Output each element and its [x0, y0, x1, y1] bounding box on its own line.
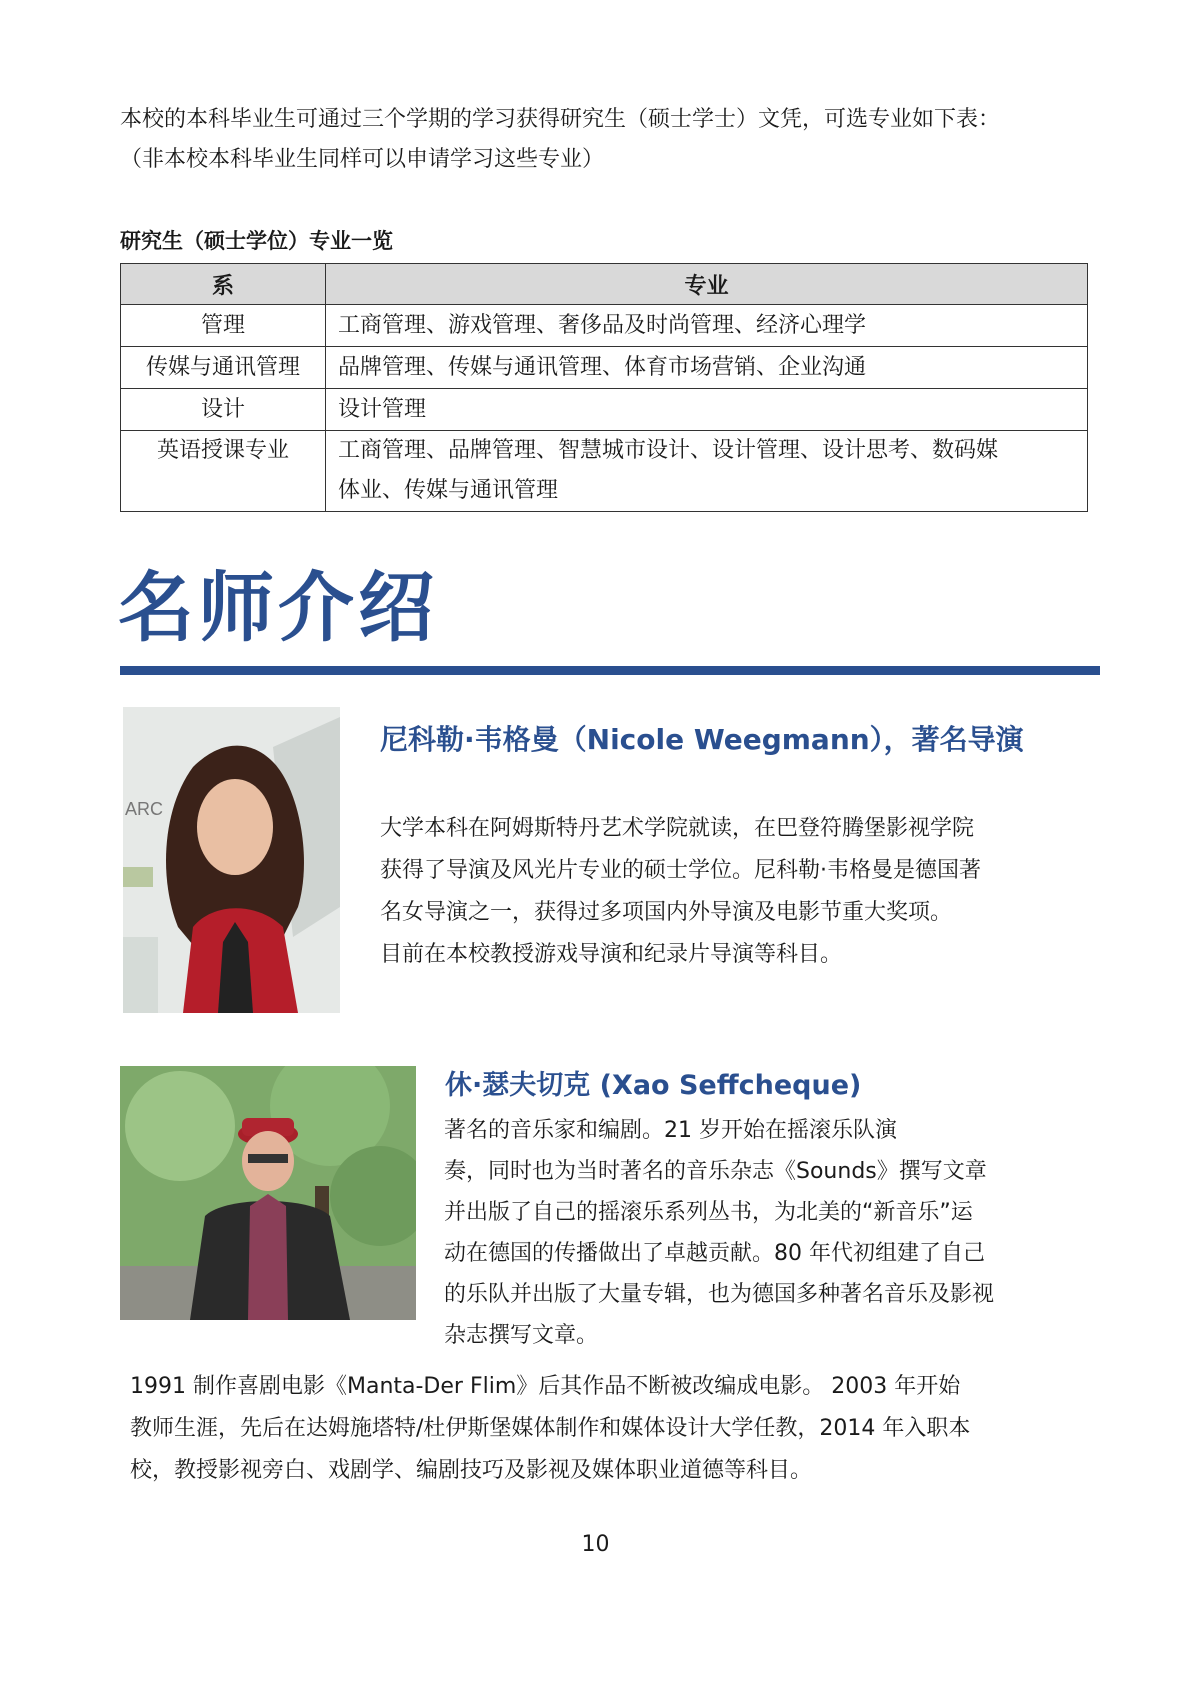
section-title: 名师介绍 [118, 563, 438, 652]
bio-line: 教师生涯，先后在达姆施塔特/杜伊斯堡媒体制作和媒体设计大学任教，2014 年入职本 [130, 1416, 971, 1441]
teacher-photo-xao [120, 1066, 416, 1320]
majors-cell: 工商管理、游戏管理、奢侈品及时尚管理、经济心理学 [326, 305, 1088, 347]
section-divider [120, 666, 1100, 675]
dept-cell: 设计 [121, 389, 326, 431]
majors-cell: 设计管理 [326, 389, 1088, 431]
teacher-name-xao: 休·瑟夫切克 (Xao Seffcheque) [445, 1070, 862, 1101]
header-dept: 系 [121, 264, 326, 305]
bio-line: 动在德国的传播做出了卓越贡献。80 年代初组建了自己 [444, 1241, 985, 1266]
intro-text [120, 100, 1000, 180]
bio-line: 校，教授影视旁白、戏剧学、编剧技巧及影视及媒体职业道德等科目。 [130, 1458, 813, 1483]
bio-line: 奏，同时也为当时著名的音乐杂志《Sounds》撰写文章 [444, 1159, 987, 1184]
bio-line: 著名的音乐家和编剧。21 岁开始在摇滚乐队演 [444, 1118, 897, 1143]
table-row [121, 389, 1088, 431]
teacher-bio-xao-continued [130, 1366, 970, 1492]
bio-line: 目前在本校教授游戏导演和纪录片导演等科目。 [380, 942, 843, 967]
intro-line-1: 本校的本科毕业生可通过三个学期的学习获得研究生（硕士学士）文凭，可选专业如下表： [120, 107, 1001, 132]
dept-cell: 管理 [121, 305, 326, 347]
header-majors: 专业 [326, 264, 1088, 305]
teacher-bio-nicole [380, 808, 981, 976]
table-row [121, 347, 1088, 389]
majors-cell-line-2: 体业、传媒与通讯管理 [338, 478, 559, 503]
bio-line: 大学本科在阿姆斯特丹艺术学院就读，在巴登符腾堡影视学院 [380, 816, 975, 841]
bio-line: 并出版了自己的摇滚乐系列丛书，为北美的“新音乐”运 [444, 1200, 973, 1225]
dept-cell: 英语授课专业 [121, 431, 326, 512]
bio-line: 的乐队并出版了大量专辑，也为德国多种著名音乐及影视 [444, 1282, 995, 1307]
teacher-bio-xao [444, 1110, 994, 1356]
portrait-illustration [120, 1066, 416, 1320]
majors-table [120, 263, 1088, 512]
majors-cell: 品牌管理、传媒与通讯管理、体育市场营销、企业沟通 [326, 347, 1088, 389]
table-row [121, 431, 1088, 512]
bio-line: 获得了导演及风光片专业的硕士学位。尼科勒·韦格曼是德国著 [380, 858, 981, 883]
portrait-illustration [123, 707, 340, 1013]
teacher-name-nicole: 尼科勒·韦格曼（Nicole Weegmann），著名导演 [380, 723, 1024, 756]
table-row [121, 305, 1088, 347]
majors-cell [326, 431, 1088, 512]
svg-text:ARC: ARC [125, 799, 164, 819]
dept-cell: 传媒与通讯管理 [121, 347, 326, 389]
page-number: 10 [581, 1532, 610, 1557]
bio-line: 名女导演之一，获得过多项国内外导演及电影节重大奖项。 [380, 900, 953, 925]
teacher-photo-nicole [123, 707, 340, 1013]
table-title: 研究生（硕士学位）专业一览 [120, 229, 393, 253]
bio-line: 1991 制作喜剧电影《Manta-Der Flim》后其作品不断被改编成电影。 2003 年开始 [130, 1374, 961, 1399]
majors-cell-line-1: 工商管理、品牌管理、智慧城市设计、设计管理、设计思考、数码媒 [338, 438, 999, 463]
intro-line-2: （非本校本科毕业生同样可以申请学习这些专业） [120, 147, 605, 172]
table-header-row [121, 264, 1088, 305]
bio-line: 杂志撰写文章。 [444, 1323, 599, 1348]
